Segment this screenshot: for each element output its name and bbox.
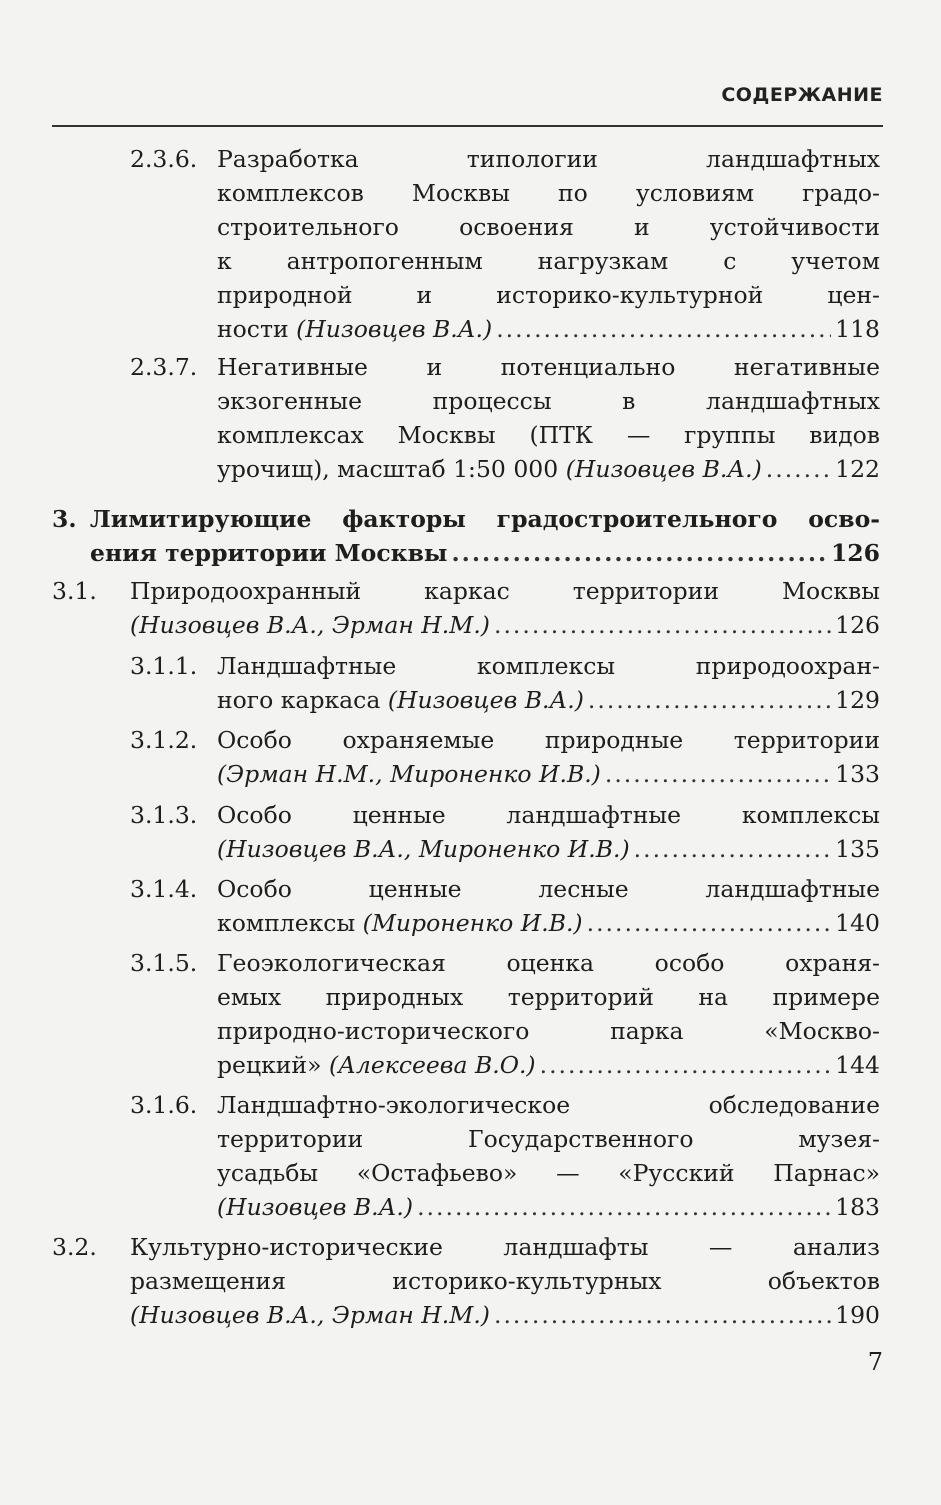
toc-title-tail-text: рецкий» bbox=[217, 1051, 322, 1079]
toc-last-line bbox=[130, 608, 880, 642]
toc-title-line: Особо ценные лесные ландшафтные bbox=[217, 875, 880, 903]
toc-title-tail bbox=[217, 452, 762, 486]
toc-entry-number: 3.2. bbox=[52, 1233, 97, 1261]
toc-leader-dots bbox=[494, 1298, 831, 1332]
toc-entry-number: 3. bbox=[52, 505, 77, 533]
toc-title-line: Особо ценные ландшафтные комплексы bbox=[217, 801, 880, 829]
toc-entry-title bbox=[217, 649, 880, 717]
toc-page-number: 122 bbox=[835, 455, 880, 483]
toc-author: (Низовцев В.А., Эрман Н.М.) bbox=[130, 611, 490, 639]
toc-entry-number: 3.1.5. bbox=[130, 949, 198, 977]
toc-entry-number: 2.3.7. bbox=[130, 353, 198, 381]
toc-title-line: Природоохранный каркас территории Москвы bbox=[130, 577, 880, 605]
toc-title-tail bbox=[130, 1298, 490, 1332]
toc-last-line bbox=[217, 832, 880, 866]
toc-entry-number: 3.1.6. bbox=[130, 1091, 198, 1119]
running-header: СОДЕРЖАНИЕ bbox=[721, 84, 883, 106]
toc-page-number: 144 bbox=[835, 1051, 880, 1079]
toc-entry-number: 3.1.2. bbox=[130, 726, 198, 754]
toc-author: (Низовцев В.А.) bbox=[387, 686, 584, 714]
toc-author: (Низовцев В.А.) bbox=[217, 1193, 414, 1221]
toc-author: (Низовцев В.А., Мироненко И.В.) bbox=[217, 835, 630, 863]
toc-title-tail-text: комплексы bbox=[217, 909, 356, 937]
toc-entry-number: 3.1. bbox=[52, 577, 97, 605]
toc-leader-dots bbox=[417, 1190, 831, 1224]
toc-last-line bbox=[217, 312, 880, 346]
toc-last-line bbox=[130, 1298, 880, 1332]
toc-entry-number: 3.1.1. bbox=[130, 652, 198, 680]
toc-title-line: комплексов Москвы по условиям градо- bbox=[217, 179, 880, 207]
toc-last-line bbox=[217, 683, 880, 717]
toc-title-tail-text: ного каркаса bbox=[217, 686, 381, 714]
toc-leader-dots bbox=[496, 312, 831, 346]
toc-leader-dots bbox=[494, 608, 831, 642]
toc-title-line: Культурно-исторические ландшафты — анализ bbox=[130, 1233, 880, 1261]
toc-title-tail bbox=[217, 757, 601, 791]
toc-author: (Низовцев В.А., Эрман Н.М.) bbox=[130, 1301, 490, 1329]
toc-last-line bbox=[217, 1190, 880, 1224]
toc-leader-dots bbox=[588, 683, 831, 717]
toc-page-number: 135 bbox=[835, 835, 880, 863]
toc-entry-title bbox=[217, 1088, 880, 1224]
toc-entry-title bbox=[217, 946, 880, 1082]
toc-title-tail bbox=[217, 1190, 413, 1224]
toc-title-line: территории Государственного музея- bbox=[217, 1125, 880, 1153]
toc-author: (Низовцев В.А.) bbox=[296, 315, 493, 343]
toc-page-number: 126 bbox=[830, 539, 880, 567]
toc-title-line: Ландшафтные комплексы природоохран- bbox=[217, 652, 880, 680]
toc-entry-number: 3.1.4. bbox=[130, 875, 198, 903]
toc-page-number: 140 bbox=[835, 909, 880, 937]
toc-entry-number: 3.1.3. bbox=[130, 801, 198, 829]
toc-title-tail bbox=[217, 1048, 536, 1082]
toc-title-tail bbox=[217, 312, 492, 346]
toc-author: (Мироненко И.В.) bbox=[362, 909, 583, 937]
toc-page-number: 190 bbox=[835, 1301, 880, 1329]
toc-title-tail-text: ности bbox=[217, 315, 289, 343]
toc-title-line: Геоэкологическая оценка особо охраня- bbox=[217, 949, 880, 977]
toc-leader-dots bbox=[766, 452, 831, 486]
toc-entry-title bbox=[217, 872, 880, 940]
page-number: 7 bbox=[867, 1348, 883, 1376]
toc-title-line: комплексах Москвы (ПТК — группы видов bbox=[217, 421, 880, 449]
toc-title-line: усадьбы «Остафьево» — «Русский Парнас» bbox=[217, 1159, 880, 1187]
toc-entry-title bbox=[130, 574, 880, 642]
toc-last-line bbox=[90, 536, 880, 570]
toc-last-line bbox=[217, 1048, 880, 1082]
toc-title-line: Особо охраняемые природные территории bbox=[217, 726, 880, 754]
toc-title-line: строительного освоения и устойчивости bbox=[217, 213, 880, 241]
toc-title-line: природной и историко-культурной цен- bbox=[217, 281, 880, 309]
toc-title-tail bbox=[217, 683, 584, 717]
toc-entry-number: 2.3.6. bbox=[130, 145, 198, 173]
toc-title-line: Ландшафтно-экологическое обследование bbox=[217, 1091, 880, 1119]
toc-last-line bbox=[217, 757, 880, 791]
toc-title-line: природно-исторического парка «Москво- bbox=[217, 1017, 880, 1045]
toc-leader-dots bbox=[634, 832, 832, 866]
toc-title-tail-text: ения территории Москвы bbox=[90, 539, 448, 567]
header-rule bbox=[52, 125, 883, 127]
toc-last-line bbox=[217, 906, 880, 940]
toc-author: (Эрман Н.М., Мироненко И.В.) bbox=[217, 760, 601, 788]
toc-entry-title bbox=[217, 798, 880, 866]
toc-title-tail bbox=[130, 608, 490, 642]
toc-title-line: Лимитирующие факторы градостроительного осво- bbox=[90, 505, 880, 533]
toc-entry-title bbox=[130, 1230, 880, 1332]
toc-entry-title bbox=[217, 350, 880, 486]
toc-title-line: Разработка типологии ландшафтных bbox=[217, 145, 880, 173]
toc-entry-title bbox=[217, 723, 880, 791]
toc-title-tail bbox=[90, 536, 448, 570]
toc-last-line bbox=[217, 452, 880, 486]
toc-leader-dots bbox=[452, 536, 827, 570]
toc-leader-dots bbox=[587, 906, 832, 940]
toc-author: (Алексеева В.О.) bbox=[328, 1051, 536, 1079]
toc-title-line: Негативные и потенциально негативные bbox=[217, 353, 880, 381]
toc-title-tail bbox=[217, 832, 630, 866]
toc-entry-title bbox=[90, 502, 880, 570]
toc-page-number: 133 bbox=[835, 760, 880, 788]
toc-page-number: 183 bbox=[835, 1193, 880, 1221]
toc-title-line: экзогенные процессы в ландшафтных bbox=[217, 387, 880, 415]
toc-entry-title bbox=[217, 142, 880, 346]
toc-leader-dots bbox=[605, 757, 831, 791]
toc-page-number: 126 bbox=[835, 611, 880, 639]
toc-title-tail-text: урочищ), масштаб 1:50 000 bbox=[217, 455, 559, 483]
toc-author: (Низовцев В.А.) bbox=[565, 455, 762, 483]
toc-title-line: к антропогенным нагрузкам с учетом bbox=[217, 247, 880, 275]
toc-title-tail bbox=[217, 906, 583, 940]
toc-page-number: 129 bbox=[835, 686, 880, 714]
toc-leader-dots bbox=[540, 1048, 832, 1082]
toc-page-number: 118 bbox=[835, 315, 880, 343]
toc-title-line: емых природных территорий на примере bbox=[217, 983, 880, 1011]
toc-title-line: размещения историко-культурных объектов bbox=[130, 1267, 880, 1295]
